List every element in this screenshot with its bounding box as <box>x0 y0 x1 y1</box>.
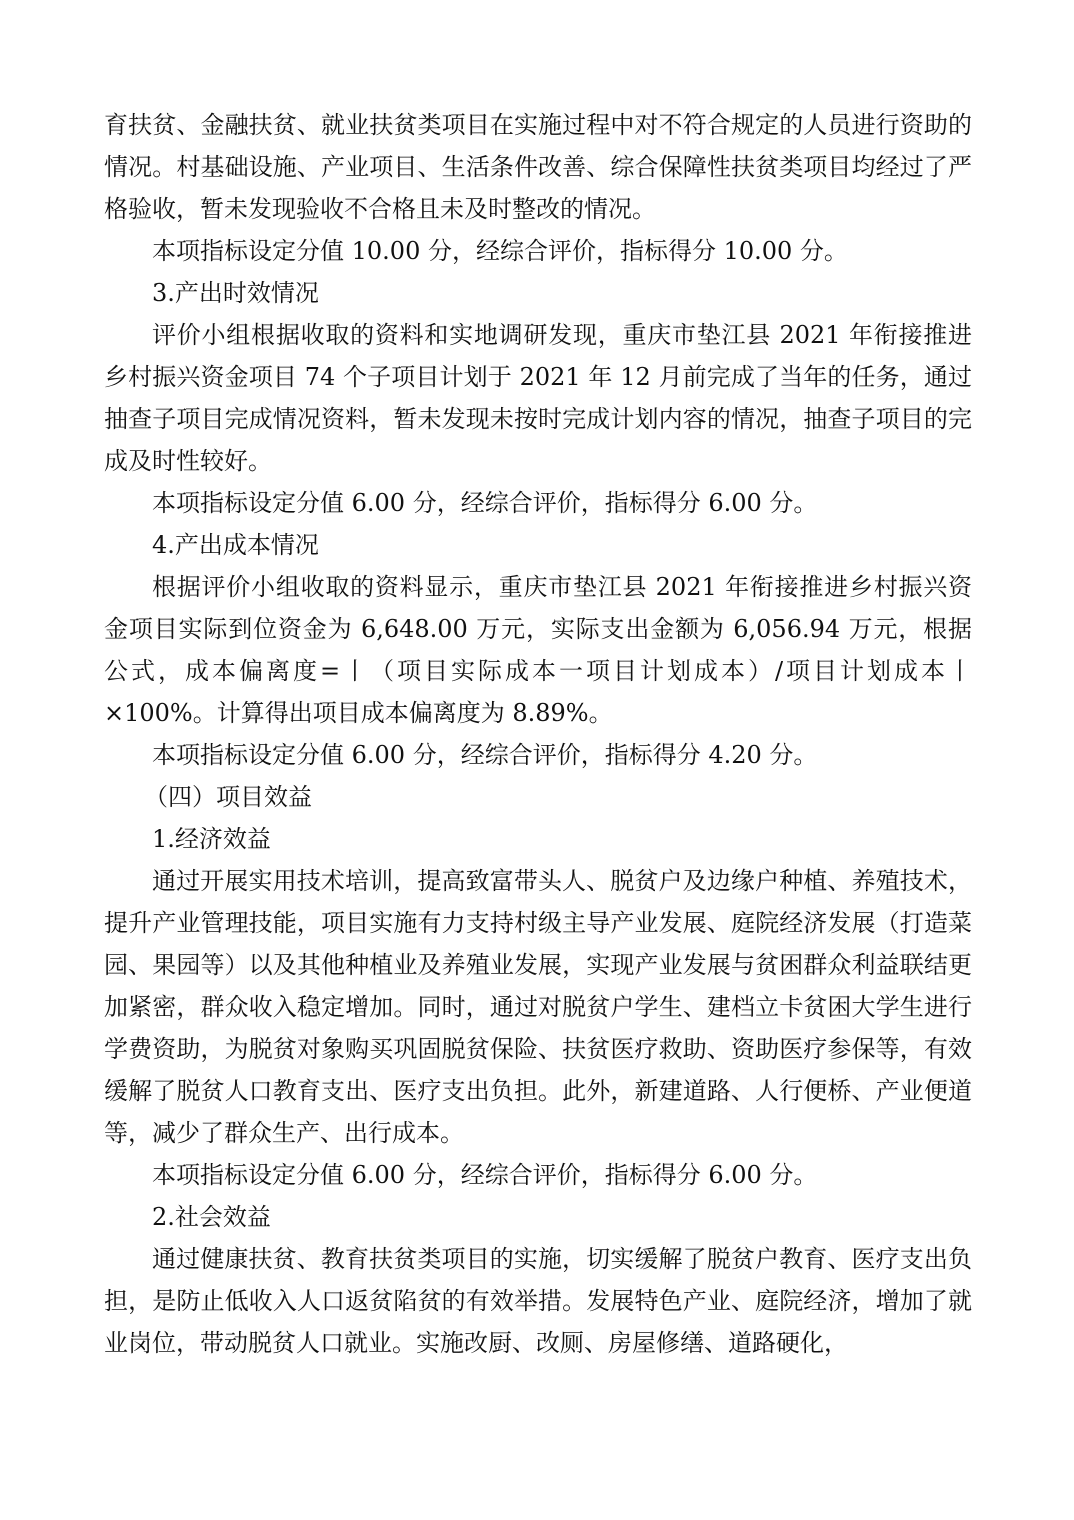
body-paragraph: 根据评价小组收取的资料显示，重庆市垫江县 2021 年衔接推进乡村振兴资金项目实际到位资金为 6,648.00 万元，实际支出金额为 6,056.94 万元，根据公式，成本偏离度=丨（项目实际成本一项目计划成本）/项目计划成本丨×100%。计算得出项目成本偏离度为 8.89%。 <box>104 573 972 727</box>
subheading-social-benefits: 2.社会效益 <box>152 1203 271 1231</box>
subheading-economic-benefits: 1.经济效益 <box>152 825 271 853</box>
body-paragraph: 评价小组根据收取的资料和实地调研发现，重庆市垫江县 2021 年衔接推进乡村振兴资金项目 74 个子项目计划于 2021 年 12 月前完成了当年的任务，通过抽查子项目完成情况资料，暂未发现未按时完成计划内容的情况，抽查子项目的完成及时性较好。 <box>104 321 972 475</box>
subheading-output-cost: 4.产出成本情况 <box>152 531 319 559</box>
body-paragraph: 通过健康扶贫、教育扶贫类项目的实施，切实缓解了脱贫户教育、医疗支出负担，是防止低收入人口返贫陷贫的有效举措。发展特色产业、庭院经济，增加了就业岗位，带动脱贫人口就业。实施改厨、改厕、房屋修缮、道路硬化， <box>104 1245 972 1357</box>
body-paragraph: 育扶贫、金融扶贫、就业扶贫类项目在实施过程中对不符合规定的人员进行资助的情况。村基础设施、产业项目、生活条件改善、综合保障性扶贫类项目均经过了严格验收，暂未发现验收不合格且未及时整改的情况。 <box>104 111 972 223</box>
score-paragraph: 本项指标设定分值 10.00 分，经综合评价，指标得分 10.00 分。 <box>152 237 848 265</box>
document-page <box>104 104 972 1364</box>
section-heading-project-benefits: （四）项目效益 <box>144 783 312 811</box>
score-paragraph: 本项指标设定分值 6.00 分，经综合评价，指标得分 6.00 分。 <box>152 489 818 517</box>
score-paragraph: 本项指标设定分值 6.00 分，经综合评价，指标得分 4.20 分。 <box>152 741 818 769</box>
body-paragraph: 通过开展实用技术培训，提高致富带头人、脱贫户及边缘户种植、养殖技术，提升产业管理技能，项目实施有力支持村级主导产业发展、庭院经济发展（打造菜园、果园等）以及其他种植业及养殖业发展，实现产业发展与贫困群众利益联结更加紧密，群众收入稳定增加。同时，通过对脱贫户学生、建档立卡贫困大学生进行学费资助，为脱贫对象购买巩固脱贫保险、扶贫医疗救助、资助医疗参保等，有效缓解了脱贫人口教育支出、医疗支出负担。此外，新建道路、人行便桥、产业便道等，减少了群众生产、出行成本。 <box>104 867 972 1147</box>
score-paragraph: 本项指标设定分值 6.00 分，经综合评价，指标得分 6.00 分。 <box>152 1161 818 1189</box>
subheading-output-timeliness: 3.产出时效情况 <box>152 279 319 307</box>
